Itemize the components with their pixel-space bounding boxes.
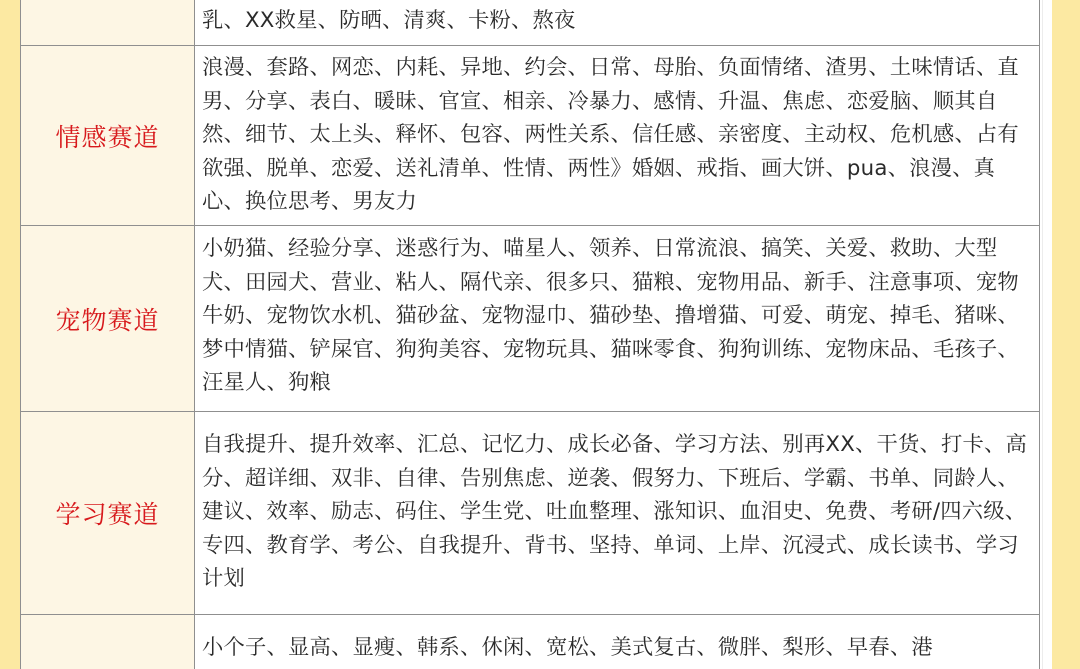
category-label: 学习赛道 <box>55 500 160 529</box>
category-cell <box>21 0 195 45</box>
sheet-guide-line-right <box>1042 0 1043 669</box>
keywords-cell: 小奶猫、经验分享、迷惑行为、喵星人、领养、日常流浪、搞笑、关爱、救助、大型犬、田园犬、营业、粘人、隔代亲、很多只、猫粮、宠物用品、新手、注意事项、宠物牛奶、宠物饮水机、猫砂盆、宠物湿巾、猫砂垫、撸增猫、可爱、萌宠、掉毛、猪咪、梦中情猫、铲屎官、狗狗美容、宠物玩具、猫咪零食、狗狗训练、宠物床品、毛孩子、汪星人、狗粮 <box>202 236 1019 395</box>
keywords-cell: 自我提升、提升效率、汇总、记忆力、成长必备、学习方法、别再XX、干货、打卡、高分、超详细、双非、自律、告别焦虑、逆袭、假努力、下班后、学霸、书单、同龄人、建议、效率、励志、码住、学生党、吐血整理、涨知识、血泪史、免费、考研/四六级、专四、教育学、考公、自我提升、背书、坚持、单词、上岸、沉浸式、成长读书、学习计划 <box>202 432 1027 591</box>
category-cell <box>21 412 195 614</box>
keyword-table <box>20 0 1040 669</box>
table-row-study <box>21 412 1039 615</box>
category-cell <box>21 615 195 669</box>
category-label: 情感赛道 <box>55 122 160 152</box>
table-row-emotion <box>21 46 1039 226</box>
category-cell <box>21 46 195 225</box>
category-cell <box>21 226 195 411</box>
keywords-cell: 浪漫、套路、网恋、内耗、异地、约会、日常、母胎、负面情绪、渣男、土味情话、直男、分享、表白、暖昧、官宣、相亲、冷暴力、感情、升温、焦虑、恋爱脑、顺其自然、细节、太上头、释怀、包容、两性关系、信任感、亲密度、主动权、危机感、占有欲强、脱单、恋爱、送礼清单、性情、两性》婚姻、戒指、画大饼、pua、浪漫、真心、换位思考、男友力 <box>202 55 1019 214</box>
table-row-partial-top <box>21 0 1039 46</box>
category-label: 宠物赛道 <box>55 305 160 335</box>
table-row-partial-bottom <box>21 615 1039 669</box>
keywords-cell: 乳、XX救星、防晒、清爽、卡粉、熬夜 <box>202 8 576 33</box>
table-row-pet <box>21 226 1039 412</box>
keywords-cell: 小个子、显高、显瘦、韩系、休闲、宽松、美式复古、微胖、梨形、早春、港 <box>202 635 933 660</box>
